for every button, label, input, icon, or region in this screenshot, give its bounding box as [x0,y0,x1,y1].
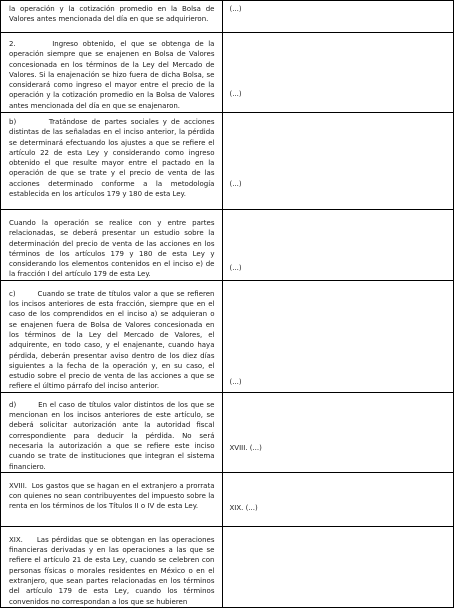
paragraph-text: d) En el caso de títulos valor distintos de los que se mencionan en los incisos anteriores de este artículo, se deberá solicitar autorización ante la autoridad fiscal correspondiente para deducir la pérdida. No será necesaria la autorización a que se refiere este inciso cuando se trate de instituciones que integran el sistema financiero. [9,400,217,471]
table-cell-right [223,1,454,33]
ellipsis-text: (...) [229,377,242,386]
paragraph-text: Cuando la operación se realice con y entre partes relacionadas, se deberá presentar un estudio sobre la determinación del precio de venta de las acciones en los términos de los artículos 179 y 180 de esta Ley y considerando los elementos contenidos en el inciso e) de la fracción I del artículo 179 de esta Ley. [9,219,217,279]
table-cell-right [223,526,454,607]
table-cell-left [1,392,223,472]
table-cell-left [1,472,223,526]
ellipsis-text: XVIII. (...) [229,443,262,452]
table-cell-left [1,113,223,210]
paragraph-text: XIX. Las pérdidas que se obtengan en las operaciones financieras derivadas y en las operaciones a las que se refiere el artículo 21 de esta Ley, cuando se celebren con personas físicas o morales residentes en México o en el extranjero, que sean partes relacionadas en los términos del artículo 179 de esta Ley, cuando los términos convenidos no correspondan a los que se hubieren [9,535,217,606]
table-cell-left [1,280,223,392]
ellipsis-text: (...) [229,264,242,272]
table-cell-right [223,472,454,526]
ellipsis-text: XIX. (...) [229,503,258,512]
paragraph-text: la operación y la cotización promedio en la Bolsa de Valores antes mencionada del día en que se adquirieron. [9,5,217,24]
paragraph-text: c) Cuando se trate de títulos valor a que se refieren los incisos anteriores de esta fracción, siempre que en el caso de los comprendidos en el inciso a) se adquieran o se enajenen fuera de Bolsa de Valores concesionada en los términos de la Ley del Mercado de Valores, el adquirente, en todo caso, y el enajenante, cuando haya pérdida, deberán presentar aviso dentro de los diez días siguientes a la fecha de la operación y, en su caso, el estudio sobre el precio de venta de las acciones a que se refiere el último párrafo del inciso anterior. [9,289,217,391]
table-cell-right [223,280,454,392]
table-cell-left [1,33,223,113]
ellipsis-text: (...) [229,5,242,13]
ellipsis-text: (...) [229,90,242,98]
ellipsis-text: (...) [229,180,242,188]
paragraph-text: 2. Ingreso obtenido, el que se obtenga de la operación siempre que se enajenen en Bolsa de Valores concesionada en los términos de la Ley del Mercado de Valores. Si la enajenación se hizo fuera de dicha Bolsa, se considerará como ingreso el mayor entre el precio de la operación y la cotización promedio en la Bolsa de Valores antes mencionada del día en que se enajenaron. [9,40,217,110]
table-cell-right [223,210,454,281]
table-cell-right [223,392,454,472]
table-cell-left [1,526,223,607]
paragraph-text: XVIII. Los gastos que se hagan en el extranjero a prorrata con quienes no sean contribuyentes del impuesto sobre la renta en los términos de los Títulos II o IV de esta Ley. [9,481,217,511]
table-cell-right [223,33,454,113]
paragraph-text: b) Tratándose de partes sociales y de acciones distintas de las señaladas en el inciso anterior, la pérdida se determinará efectuando los ajustes a que se refiere el artículo 22 de esta Ley y considerando como ingreso obtenido el que resulte mayor entre el pactado en la operación de que se trate y el precio de venta de las acciones determinado conforme a la metodología establecida en los artículos 179 y 180 de esta Ley. [9,118,217,199]
table-cell-left [1,1,223,33]
table-cell-left [1,210,223,281]
table-cell-right [223,113,454,210]
